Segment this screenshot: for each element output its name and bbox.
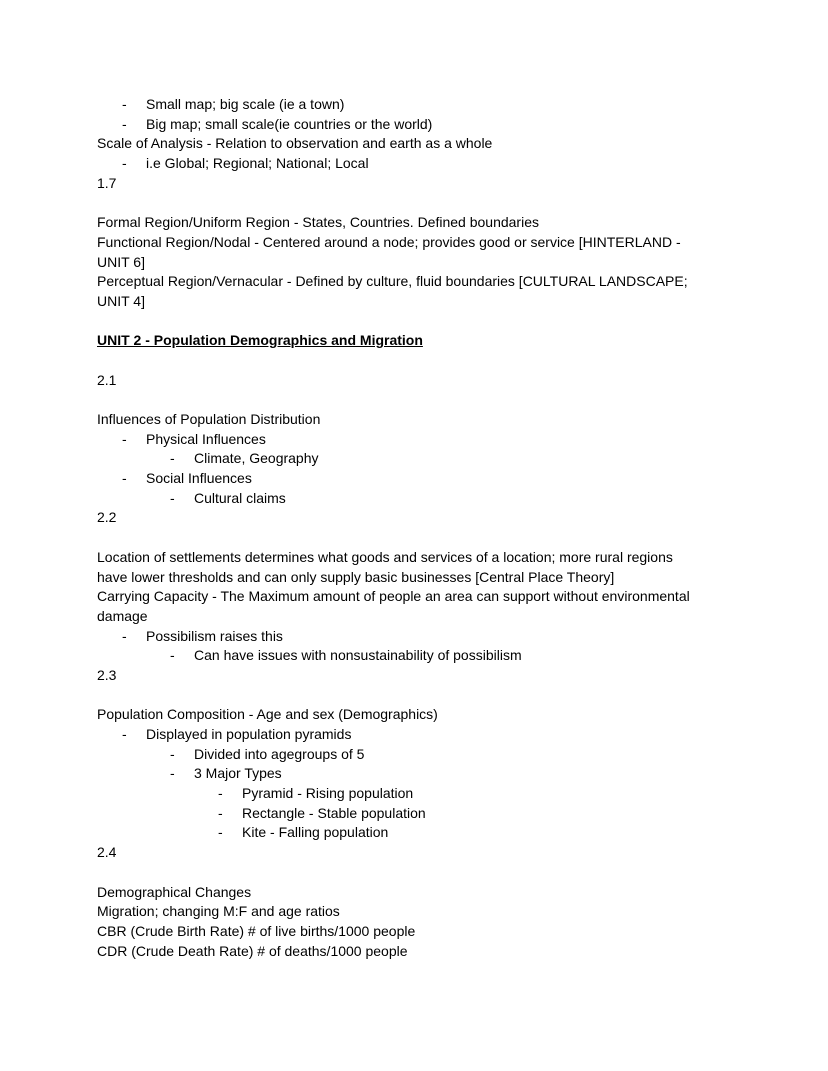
text-line <box>97 548 733 568</box>
text-line <box>97 666 733 686</box>
blank-line <box>97 863 733 883</box>
line-text: Population Composition - Age and sex (Demographics) <box>97 706 438 723</box>
section-heading <box>97 331 733 351</box>
text-line <box>97 843 733 863</box>
line-text: Can have issues with nonsustainability of possibilism <box>194 647 522 664</box>
line-text: Possibilism raises this <box>146 627 283 644</box>
text-line <box>97 174 733 194</box>
blank-line <box>97 193 733 213</box>
text-line <box>97 292 733 312</box>
hyphen-bullet: - <box>122 155 127 172</box>
line-text: have lower thresholds and can only supply basic businesses [Central Place Theory] <box>97 568 615 585</box>
text-line <box>97 942 733 962</box>
bullet-line <box>170 745 733 765</box>
line-text: Demographical Changes <box>97 883 252 900</box>
line-text: 2.3 <box>97 666 117 683</box>
bullet-line <box>122 469 733 489</box>
hyphen-bullet: - <box>218 804 223 821</box>
bullet-line <box>170 449 733 469</box>
bullet-line <box>122 95 733 115</box>
hyphen-bullet: - <box>218 824 223 841</box>
hyphen-bullet: - <box>170 450 175 467</box>
bullet-line <box>122 154 733 174</box>
line-text: Influences of Population Distribution <box>97 411 321 427</box>
blank-line <box>97 528 733 548</box>
text-line <box>97 508 733 528</box>
hyphen-bullet: - <box>170 765 175 782</box>
line-text: Physical Influences <box>146 430 266 447</box>
hyphen-bullet: - <box>122 470 127 487</box>
hyphen-bullet: - <box>122 115 127 132</box>
hyphen-bullet: - <box>122 430 127 447</box>
text-line <box>97 134 733 154</box>
line-text: Pyramid - Rising population <box>242 785 414 802</box>
line-text: Social Influences <box>146 470 252 487</box>
line-text: Small map; big scale (ie a town) <box>146 96 345 112</box>
bullet-line <box>122 627 733 647</box>
line-text: Cultural claims <box>194 489 286 506</box>
line-text: 2.2 <box>97 509 117 526</box>
bullet-line <box>122 725 733 745</box>
blank-line <box>97 390 733 410</box>
text-line <box>97 233 733 253</box>
line-text: Migration; changing M:F and age ratios <box>97 903 340 920</box>
bullet-line <box>170 764 733 784</box>
line-text: 2.1 <box>97 371 117 388</box>
bullet-line <box>218 823 733 843</box>
bullet-line <box>170 489 733 509</box>
hyphen-bullet: - <box>218 785 223 802</box>
line-text: 3 Major Types <box>194 765 282 782</box>
line-text: damage <box>97 607 148 624</box>
line-text: Divided into agegroups of 5 <box>194 745 365 762</box>
hyphen-bullet: - <box>170 647 175 664</box>
line-text: Perceptual Region/Vernacular - Defined by culture, fluid boundaries [CULTURAL LANDSCAPE; <box>97 273 688 290</box>
line-text: Kite - Falling population <box>242 824 389 841</box>
hyphen-bullet: - <box>122 726 127 742</box>
text-line <box>97 705 733 725</box>
hyphen-bullet: - <box>170 745 175 762</box>
text-line <box>97 410 733 430</box>
text-line <box>97 213 733 233</box>
bullet-line <box>122 115 733 135</box>
hyphen-bullet: - <box>122 96 127 112</box>
bullet-line <box>122 430 733 450</box>
text-line <box>97 902 733 922</box>
text-line <box>97 253 733 273</box>
line-text: Rectangle - Stable population <box>242 804 426 821</box>
line-text: Climate, Geography <box>194 450 319 467</box>
blank-line <box>97 351 733 371</box>
line-text: 1.7 <box>97 174 117 191</box>
line-text: UNIT 2 - Population Demographics and Migration <box>97 332 423 349</box>
text-line <box>97 587 733 607</box>
line-text: Big map; small scale(ie countries or the world) <box>146 115 433 132</box>
text-line <box>97 568 733 588</box>
line-text: Location of settlements determines what goods and services of a location; more rural regions <box>97 548 673 565</box>
hyphen-bullet: - <box>122 627 127 644</box>
line-text: CBR (Crude Birth Rate) # of live births/1000 people <box>97 922 416 939</box>
bullet-line <box>218 784 733 804</box>
line-text: Scale of Analysis - Relation to observation and earth as a whole <box>97 135 493 152</box>
text-line <box>97 922 733 942</box>
line-text: Functional Region/Nodal - Centered around a node; provides good or service [HINTERLAND - <box>97 233 681 250</box>
blank-line <box>97 312 733 332</box>
line-text: Displayed in population pyramids <box>146 726 352 742</box>
blank-line <box>97 686 733 706</box>
bullet-line <box>170 646 733 666</box>
text-line <box>97 371 733 391</box>
text-line <box>97 607 733 627</box>
line-text: UNIT 6] <box>97 253 145 270</box>
line-text: CDR (Crude Death Rate) # of deaths/1000 people <box>97 942 408 959</box>
hyphen-bullet: - <box>170 489 175 506</box>
text-line <box>97 883 733 903</box>
text-line <box>97 272 733 292</box>
line-text: UNIT 4] <box>97 292 145 309</box>
line-text: Formal Region/Uniform Region - States, Countries. Defined boundaries <box>97 214 539 231</box>
line-text: 2.4 <box>97 844 117 861</box>
line-text: Carrying Capacity - The Maximum amount of people an area can support without environmental <box>97 588 690 605</box>
bullet-line <box>218 804 733 824</box>
line-text: i.e Global; Regional; National; Local <box>146 155 369 172</box>
